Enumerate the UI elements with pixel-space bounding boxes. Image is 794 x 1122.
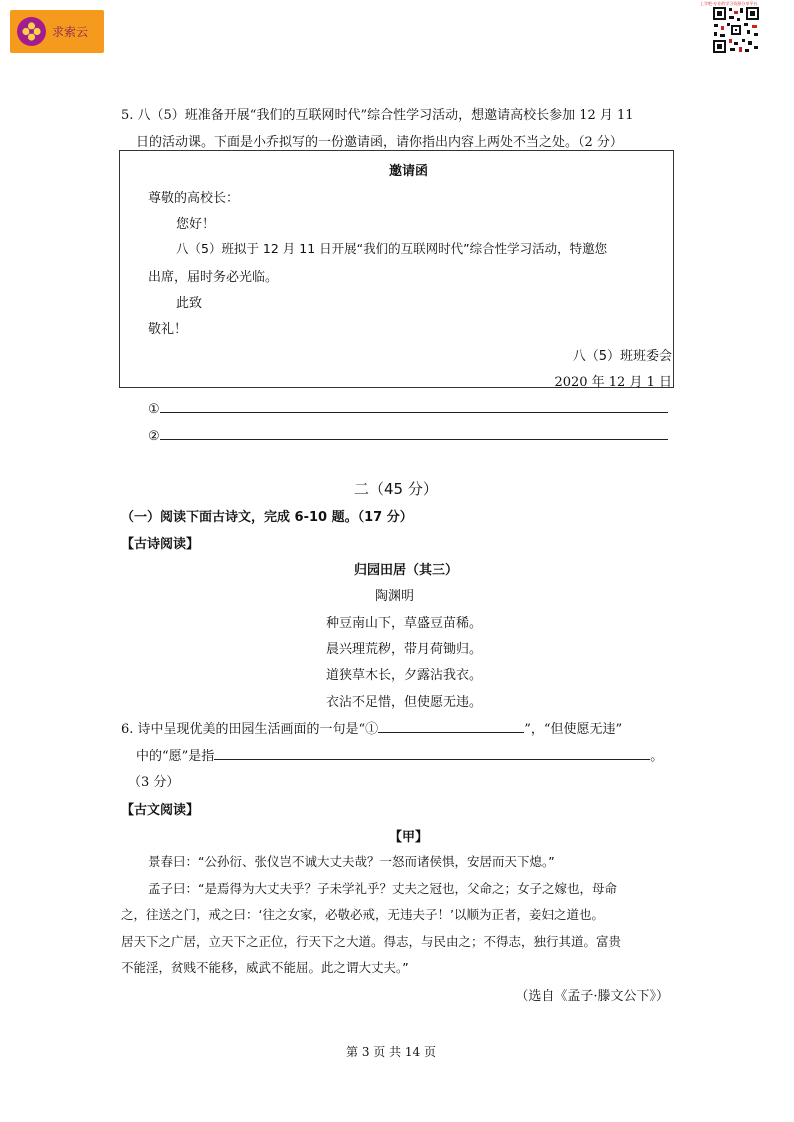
invitation-body-line2: 出席，届时务必光临。 xyxy=(148,270,279,285)
invitation-title: 邀请函 xyxy=(389,164,429,179)
invitation-closing1: 此致 xyxy=(176,296,203,311)
flower-icon xyxy=(17,17,46,46)
answer-blank-2[interactable] xyxy=(148,427,668,444)
poem-author: 陶渊明 xyxy=(375,589,415,604)
blank-2-line[interactable] xyxy=(160,427,668,440)
question-6-blank-1[interactable] xyxy=(378,720,524,733)
invitation-closing2: 敬礼！ xyxy=(148,322,188,337)
prose-paragraph-2-line1: 孟子曰：“是焉得为大丈夫乎？子未学礼乎？丈夫之冠也，父命之；女子之嫁也，母命 xyxy=(148,881,617,896)
part-1-heading: （一）阅读下面古诗文，完成 6-10 题。（17 分） xyxy=(121,510,413,525)
prose-subtitle: 【甲】 xyxy=(389,830,429,845)
question-6-line1 xyxy=(121,718,622,737)
qr-code-icon xyxy=(712,6,760,54)
poem-line: 晨兴理荒秽，带月荷锄归。 xyxy=(326,642,483,657)
poem-line: 种豆南山下，草盛豆苗稀。 xyxy=(326,616,483,631)
invitation-date: 2020 年 12 月 1 日 xyxy=(554,375,672,390)
poem-section-label: 【古诗阅读】 xyxy=(121,537,200,552)
blank-1-line[interactable] xyxy=(160,400,668,413)
invitation-greeting: 您好！ xyxy=(176,217,216,232)
page-number: 第 3 页 共 14 页 xyxy=(346,1045,436,1059)
invitation-body-line1: 八（5）班拟于 12 月 11 日开展“我们的互联网时代”综合性学习活动，特邀您 xyxy=(176,241,608,256)
blank-2-label: ② xyxy=(148,429,160,444)
poem-title: 归园田居（其三） xyxy=(354,563,459,578)
qr-caption: 上学吧·专业的学习资源分享平台 xyxy=(700,1,758,6)
question-6-part3-end: 。 xyxy=(650,749,664,764)
question-5-line2: 日的活动课。下面是小乔拟写的一份邀请函，请你指出内容上两处不当之处。（2 分） xyxy=(136,135,623,150)
prose-paragraph-2-line3: 居天下之广居，立天下之正位，行天下之大道。得志，与民由之；不得志，独行其道。富贵 xyxy=(121,934,622,949)
brand-logo xyxy=(10,10,104,53)
prose-source: （选自《孟子·滕文公下》） xyxy=(515,989,669,1004)
question-6-part2: ”，“但使愿无违” xyxy=(524,722,623,737)
prose-paragraph-1: 景春曰：“公孙衍、张仪岂不诚大丈夫哉？一怒而诸侯惧，安居而天下熄。” xyxy=(148,854,555,869)
prose-paragraph-2-line2: 之，往送之门，戒之曰：‘往之女家，必敬必戒，无违夫子！’以顺为正者，妾妇之道也。 xyxy=(121,907,604,922)
question-6-line2 xyxy=(136,745,663,764)
blank-1-label: ① xyxy=(148,402,160,417)
answer-blank-1[interactable] xyxy=(148,400,668,417)
question-6-blank-2[interactable] xyxy=(214,747,650,760)
logo-text: 求索云 xyxy=(52,25,89,39)
question-6-part3: 中的“愿”是指 xyxy=(136,749,215,764)
invitation-signer: 八（5）班班委会 xyxy=(572,349,672,364)
poem-line: 道狭草木长，夕露沾我衣。 xyxy=(326,668,483,683)
question-6-part1: 6. 诗中呈现优美的田园生活画面的一句是“① xyxy=(121,722,379,737)
invitation-salutation: 尊敬的高校长： xyxy=(148,191,240,206)
prose-paragraph-2-line4: 不能淫，贫贱不能移，威武不能屈。此之谓大丈夫。” xyxy=(121,960,409,975)
question-6-score: （3 分） xyxy=(128,775,180,790)
poem-line: 衣沾不足惜，但使愿无违。 xyxy=(326,695,483,710)
prose-section-label: 【古文阅读】 xyxy=(121,803,200,818)
section-2-heading: 二（45 分） xyxy=(354,480,438,498)
question-5-line1: 5. 八（5）班准备开展“我们的互联网时代”综合性学习活动，想邀请高校长参加 12 月 11 xyxy=(121,108,634,123)
